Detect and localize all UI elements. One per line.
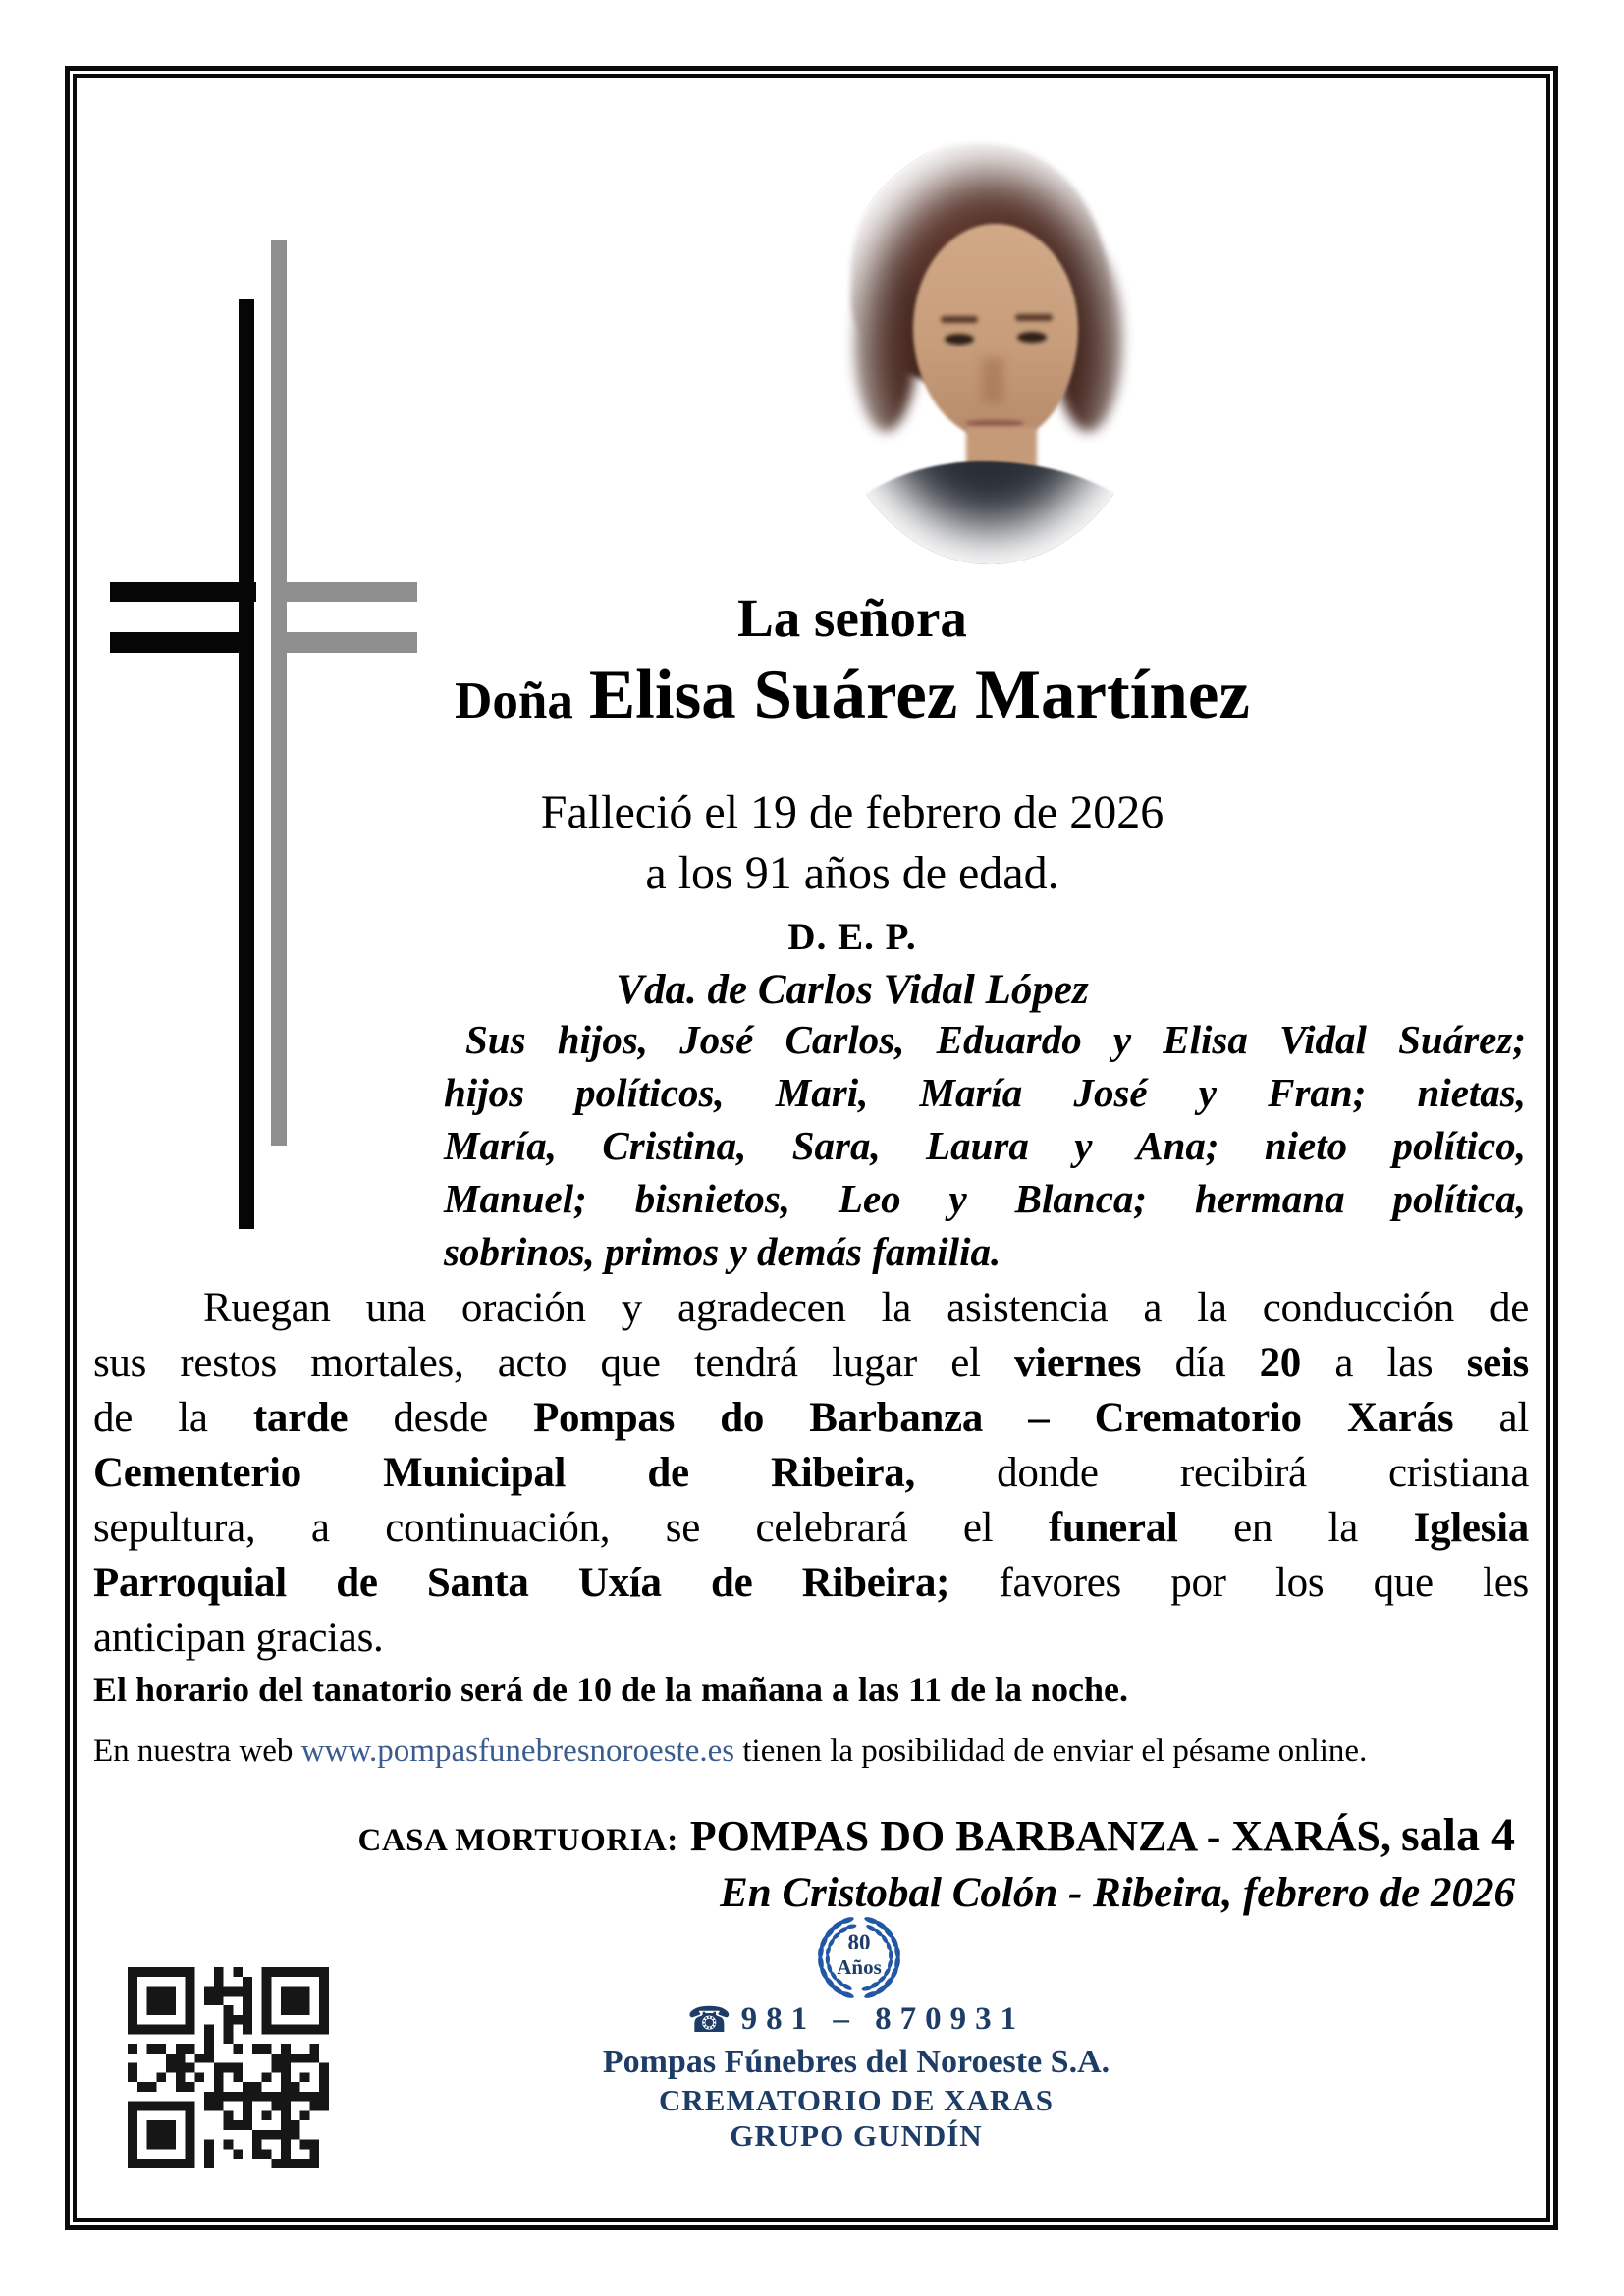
- text-line: [93, 1446, 1529, 1501]
- text-line: [93, 1391, 1529, 1446]
- text-line: [93, 1501, 1529, 1556]
- emphasis-text: tarde: [252, 1395, 349, 1441]
- plain-text: sobrinos, primos y demás familia.: [444, 1229, 1001, 1274]
- plain-text: sus restos mortales, acto que tendrá lugar el: [93, 1340, 1014, 1386]
- web-notice-prefix: En nuestra web: [93, 1734, 301, 1769]
- family-relatives-block: [444, 1013, 1526, 1278]
- deceased-name: Elisa Suárez Martínez: [588, 657, 1250, 733]
- honorific: Doña: [455, 672, 573, 729]
- plain-text: donde recibirá cristiana: [914, 1450, 1529, 1496]
- salutation-line: La señora: [737, 588, 967, 648]
- website-link[interactable]: www.pompasfunebresnoroeste.es: [300, 1734, 735, 1769]
- mortuary-room: sala 4: [1400, 1809, 1515, 1861]
- text-line: [444, 1172, 1526, 1225]
- text-line: [93, 1336, 1529, 1391]
- plain-text: al: [1453, 1395, 1529, 1441]
- portrait-brow-left: [941, 316, 978, 323]
- plain-text: a las: [1300, 1340, 1467, 1386]
- phone-line: [196, 2001, 1516, 2041]
- portrait-hair-left: [852, 255, 917, 432]
- announcement-paragraph: [93, 1281, 1529, 1666]
- plain-text: Sus hijos, José Carlos, Eduardo y Elisa Vidal Suárez;: [465, 1017, 1526, 1062]
- plain-text: hijos políticos, Mari, María José y Fran; nietas,: [444, 1070, 1526, 1115]
- anniversary-years: 80: [847, 1930, 871, 1954]
- mortuary-place: POMPAS DO BARBANZA - XARÁS,: [689, 1812, 1391, 1860]
- age-line: a los 91 años de edad.: [645, 847, 1059, 899]
- emphasis-text: seis: [1466, 1340, 1529, 1386]
- dep-line: D. E. P.: [787, 916, 917, 958]
- text-line: [93, 1556, 1529, 1611]
- phone-number: 981 – 870931: [740, 2002, 1026, 2037]
- portrait-eye-left: [945, 334, 974, 345]
- plain-text: Manuel; bisnietos, Leo y Blanca; hermana política,: [444, 1176, 1526, 1221]
- portrait-mouth: [966, 420, 1023, 427]
- web-notice-suffix: tienen la posibilidad de enviar el pésame online.: [734, 1734, 1368, 1769]
- web-notice-line: [93, 1734, 1367, 1770]
- mortuary-label: CASA MORTUORIA:: [357, 1823, 678, 1858]
- emphasis-text: Parroquial de Santa Uxía de Ribeira;: [93, 1560, 950, 1606]
- anniversary-logo: [805, 1908, 913, 2006]
- text-line: [93, 1281, 1529, 1336]
- emphasis-text: Cementerio Municipal de Ribeira,: [93, 1450, 915, 1496]
- mortuary-line: [93, 1808, 1515, 1862]
- text-line: [93, 1611, 1529, 1666]
- portrait-brow-right: [1015, 314, 1053, 321]
- plain-text: de la: [93, 1395, 253, 1441]
- group-name: GRUPO GUNDÍN: [730, 2118, 983, 2153]
- portrait-clothing: [823, 461, 1157, 564]
- text-line: [444, 1225, 1526, 1278]
- portrait-face: [913, 224, 1078, 442]
- qr-code-icon: [128, 1967, 329, 2168]
- plain-text: día: [1141, 1340, 1260, 1386]
- tanatorio-schedule-line: El horario del tanatorio será de 10 de la mañana a las 11 de la noche.: [93, 1670, 1129, 1709]
- deceased-name-line: [177, 656, 1528, 735]
- anniversary-label: Años: [837, 1955, 882, 1979]
- company-name: Pompas Fúnebres del Noroeste S.A.: [602, 2044, 1110, 2080]
- cross-black-vertical: [239, 299, 254, 1229]
- text-line: [444, 1119, 1526, 1172]
- plain-text: Ruegan una oración y agradecen la asistencia a la conducción de: [203, 1285, 1529, 1331]
- plain-text: favores por los que les: [949, 1560, 1529, 1606]
- death-date-line: Falleció el 19 de febrero de 2026: [540, 786, 1164, 838]
- widow-line: Vda. de Carlos Vidal López: [616, 967, 1089, 1013]
- text-line: [444, 1013, 1526, 1066]
- plain-text: en la: [1177, 1505, 1414, 1551]
- text-line: [444, 1066, 1526, 1119]
- telephone-icon: ☎: [686, 2001, 731, 2041]
- portrait-nose: [982, 358, 1003, 403]
- plain-text: anticipan gracias.: [93, 1615, 384, 1661]
- portrait-photo: [823, 137, 1157, 564]
- place-date-line: En Cristobal Colón - Ribeira, febrero de 2026: [720, 1870, 1515, 1916]
- portrait-eye-right: [1017, 332, 1047, 343]
- qr-code: [128, 1967, 329, 2168]
- plain-text: desde: [348, 1395, 534, 1441]
- emphasis-text: 20: [1259, 1340, 1301, 1386]
- emphasis-text: viernes: [1013, 1340, 1142, 1386]
- emphasis-text: funeral: [1048, 1505, 1178, 1551]
- emphasis-text: Iglesia: [1413, 1505, 1529, 1551]
- emphasis-text: Pompas do Barbanza – Crematorio Xarás: [533, 1395, 1454, 1441]
- plain-text: María, Cristina, Sara, Laura y Ana; nieto político,: [444, 1123, 1526, 1168]
- plain-text: sepultura, a continuación, se celebrará el: [93, 1505, 1049, 1551]
- crematorium-name: CREMATORIO DE XARAS: [659, 2083, 1054, 2117]
